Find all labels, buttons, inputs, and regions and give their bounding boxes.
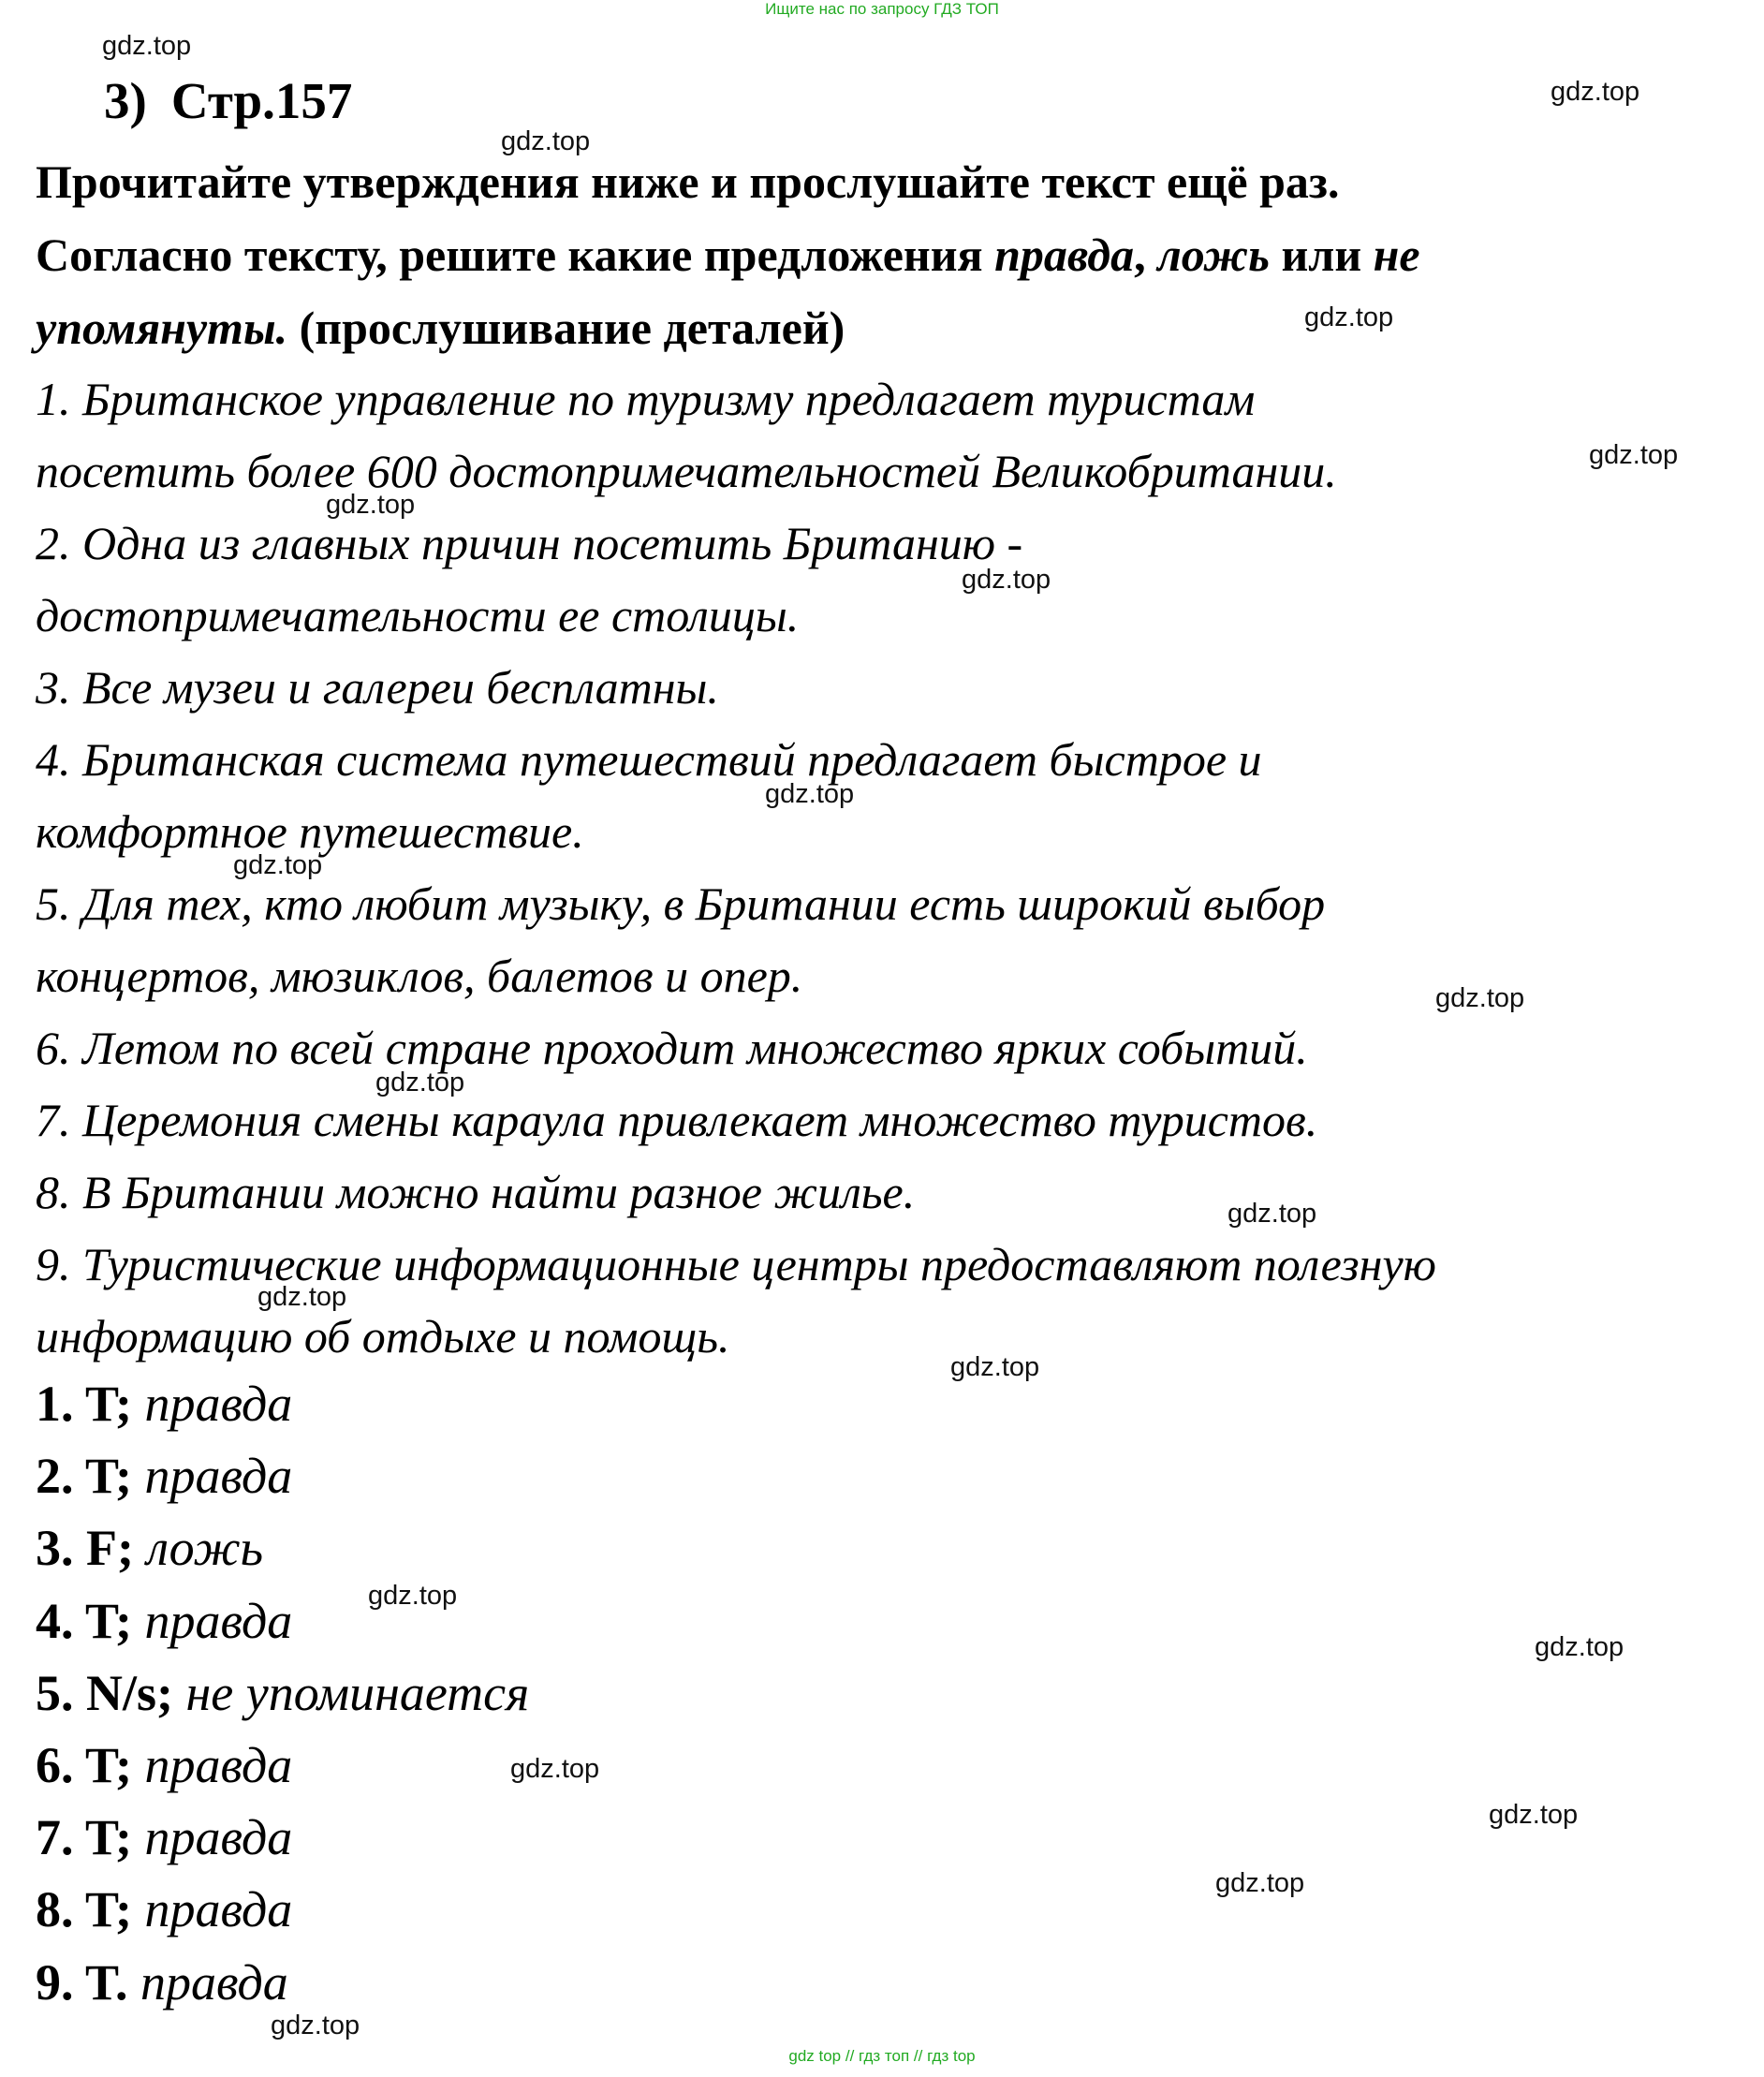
- answer-key: 9. T.: [36, 1953, 128, 2011]
- watermark: gdz.top: [765, 779, 855, 809]
- answer-key: 6. T;: [36, 1737, 133, 1794]
- statement-9-line-2: информацию об отдыхе и помощь.: [36, 1310, 730, 1363]
- answer-key: 7. T;: [36, 1809, 133, 1866]
- statement-5-line-2: концертов, мюзиклов, балетов и опер.: [36, 950, 803, 1002]
- task-text: (прослушивание деталей): [287, 302, 845, 354]
- answer-7: [36, 1802, 529, 1874]
- statement-1-line-1: 1. Британское управление по туризму предлагает туристам: [36, 373, 1256, 425]
- answer-key: 8. T;: [36, 1881, 133, 1938]
- answer-text: правда: [144, 1881, 293, 1938]
- statement-8: 8. В Британии можно найти разное жилье.: [36, 1166, 916, 1218]
- watermark: gdz.top: [501, 126, 591, 156]
- watermark: gdz.top: [271, 2011, 360, 2040]
- footer-link-3[interactable]: гдз top: [927, 2047, 976, 2065]
- task-term-mentioned: упомянуты.: [36, 302, 288, 354]
- answer-2: [36, 1440, 529, 1512]
- watermark: gdz.top: [1535, 1632, 1624, 1662]
- watermark: gdz.top: [257, 1282, 347, 1312]
- watermark: gdz.top: [962, 565, 1051, 595]
- watermark: gdz.top: [1589, 440, 1679, 470]
- task-line-2: [36, 218, 1749, 291]
- watermark: gdz.top: [368, 1581, 458, 1611]
- statement-list: [36, 363, 1749, 1373]
- statement-7: 7. Церемония смены караула привлекает множество туристов.: [36, 1094, 1318, 1146]
- answer-text: правда: [144, 1737, 293, 1794]
- task-term-true: правда: [994, 228, 1135, 281]
- watermark: gdz.top: [1215, 1868, 1305, 1898]
- footer: [0, 2047, 1764, 2066]
- answer-text: правда: [144, 1376, 293, 1432]
- watermark: gdz.top: [1227, 1199, 1317, 1229]
- statement-6: 6. Летом по всей стране проходит множество ярких событий.: [36, 1022, 1308, 1074]
- statement-1-line-2: посетить более 600 достопримечательностей Великобритании.: [36, 445, 1337, 497]
- answer-list: [36, 1368, 529, 2019]
- task-text: Согласно тексту, решите какие предложения: [36, 228, 995, 281]
- top-note: Ищите нас по запросу ГДЗ ТОП: [765, 0, 999, 18]
- page-number: Стр.157: [170, 72, 353, 129]
- answer-8: [36, 1874, 529, 1946]
- footer-separator: //: [913, 2047, 923, 2065]
- statement-5-line-1: 5. Для тех, кто любит музыку, в Британии есть широкий выбор: [36, 877, 1326, 930]
- task-term-false: ложь: [1157, 228, 1270, 281]
- answer-key: 3. F;: [36, 1520, 134, 1577]
- watermark: gdz.top: [233, 850, 323, 880]
- footer-separator: //: [845, 2047, 855, 2065]
- statement-3: 3. Все музеи и галереи бесплатны.: [36, 661, 719, 714]
- answer-9: [36, 1947, 529, 2019]
- watermark: gdz.top: [326, 490, 416, 520]
- answer-1: [36, 1368, 529, 1440]
- answer-key: 2. T;: [36, 1448, 133, 1505]
- answer-6: [36, 1730, 529, 1802]
- answer-4: [36, 1585, 529, 1657]
- answer-text: правда: [144, 1592, 293, 1649]
- answer-text: правда: [144, 1809, 293, 1866]
- statement-2-line-1: 2. Одна из главных причин посетить Британию -: [36, 517, 1023, 569]
- answer-5: [36, 1657, 529, 1730]
- watermark: gdz.top: [1304, 302, 1394, 332]
- statement-9-line-1: 9. Туристические информационные центры предоставляют полезную: [36, 1238, 1436, 1290]
- answer-key: 5. N/s;: [36, 1664, 173, 1721]
- watermark: gdz.top: [510, 1754, 600, 1784]
- answer-3: [36, 1512, 529, 1584]
- watermark: gdz.top: [1435, 983, 1525, 1013]
- footer-link-2[interactable]: гдз топ: [859, 2047, 910, 2065]
- answer-text: не упоминается: [185, 1664, 530, 1721]
- statement-4-line-2: комфортное путешествие.: [36, 805, 584, 858]
- task-line-1: Прочитайте утверждения ниже и прослушайте текст ещё раз.: [36, 155, 1340, 208]
- answer-text: ложь: [146, 1520, 264, 1577]
- task-term-not: не: [1373, 228, 1420, 281]
- watermark: gdz.top: [1551, 77, 1640, 107]
- answer-key: 1. T;: [36, 1376, 133, 1432]
- task-text: или: [1269, 228, 1374, 281]
- answer-text: правда: [144, 1448, 293, 1505]
- answer-text: правда: [140, 1953, 288, 2011]
- task-instructions: [36, 145, 1749, 364]
- answer-key: 4. T;: [36, 1592, 133, 1649]
- watermark: gdz.top: [1489, 1800, 1579, 1830]
- statement-2-line-2: достопримечательности ее столицы.: [36, 589, 800, 641]
- task-line-3: [36, 291, 1749, 364]
- watermark: gdz.top: [102, 31, 192, 61]
- task-text: ,: [1134, 228, 1158, 281]
- statement-4-line-1: 4. Британская система путешествий предлагает быстрое и: [36, 733, 1262, 786]
- watermark: gdz.top: [375, 1068, 465, 1097]
- exercise-number: 3): [104, 72, 147, 129]
- footer-link-1[interactable]: gdz top: [788, 2047, 842, 2065]
- watermark: gdz.top: [950, 1352, 1040, 1382]
- page-heading: [104, 71, 352, 130]
